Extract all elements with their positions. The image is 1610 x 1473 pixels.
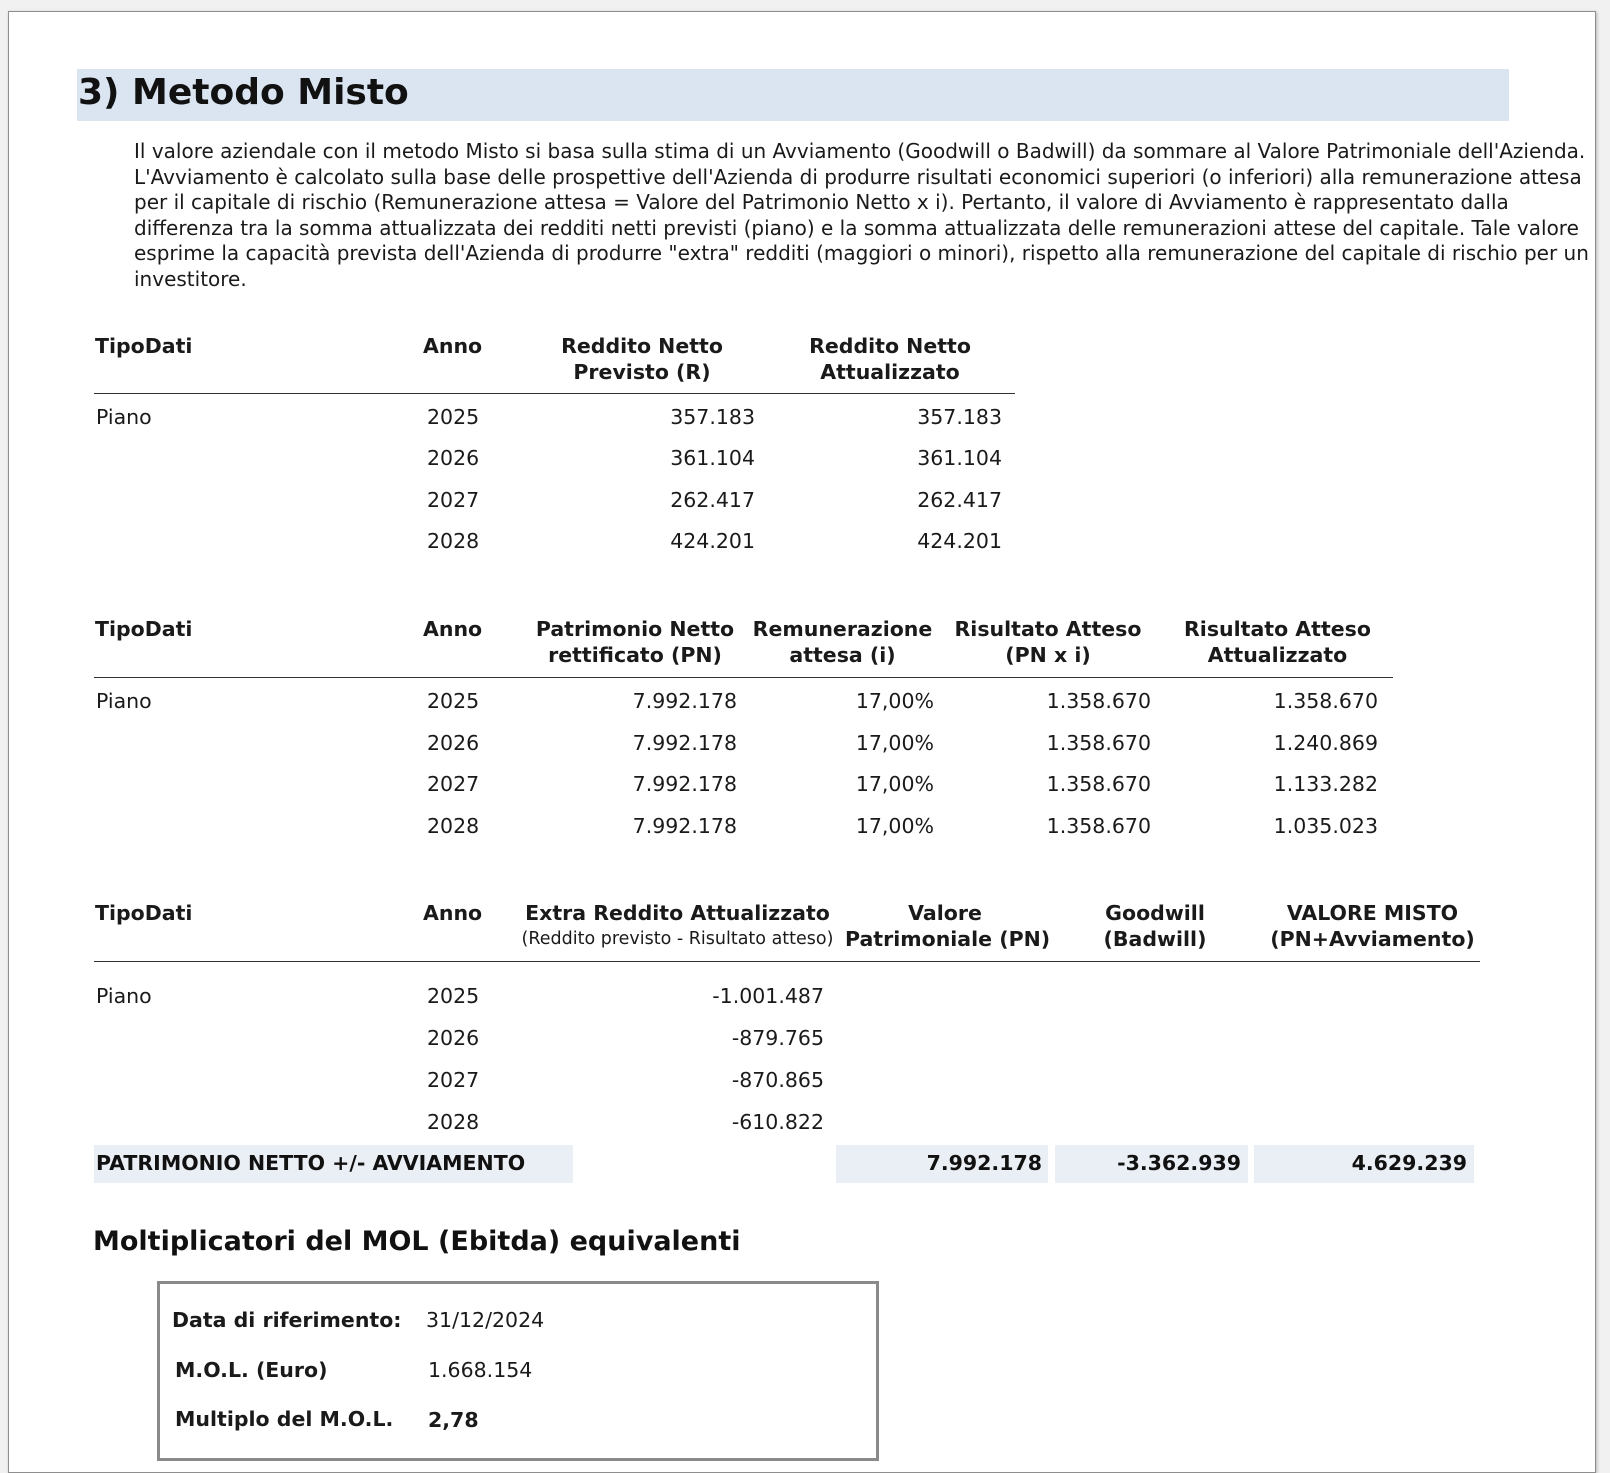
table-cell-reddito: 361.104 xyxy=(670,446,755,470)
table-cell-extra: -1.001.487 xyxy=(712,984,824,1008)
table-cell-attualizzato: 424.201 xyxy=(917,529,1002,553)
table-cell-rem: 17,00% xyxy=(855,814,934,838)
total-row-label: PATRIMONIO NETTO +/- AVVIAMENTO xyxy=(96,1151,526,1175)
mol-section-title: Moltiplicatori del MOL (Ebitda) equivalenti xyxy=(93,1226,741,1257)
multiplo-value: 2,78 xyxy=(428,1408,479,1432)
table-cell-anno: 2028 xyxy=(427,814,480,838)
table-cell-anno: 2025 xyxy=(427,405,480,429)
table-cell-rem: 17,00% xyxy=(855,772,934,796)
tipo-cell: Piano xyxy=(96,689,152,713)
table-cell-rem: 17,00% xyxy=(855,731,934,755)
header-divider xyxy=(94,961,1480,962)
table-cell-risatt: 1.358.670 xyxy=(1273,689,1378,713)
table-cell-ris: 1.358.670 xyxy=(1046,814,1151,838)
col-header-remunerazione: Remunerazione attesa (i) xyxy=(752,617,933,667)
table-cell-risatt: 1.035.023 xyxy=(1273,814,1378,838)
col-header-valore-misto: VALORE MISTO (PN+Avviamento) xyxy=(1270,901,1475,951)
table-cell-anno: 2025 xyxy=(427,984,480,1008)
table-cell-reddito: 357.183 xyxy=(670,405,755,429)
table-cell-attualizzato: 357.183 xyxy=(917,405,1002,429)
total-valore-misto: 4.629.239 xyxy=(1351,1151,1467,1175)
col-header-anno: Anno xyxy=(423,334,483,358)
header-divider xyxy=(94,393,1015,394)
col-header-tipodati: TipoDati xyxy=(95,901,193,925)
table-cell-ris: 1.358.670 xyxy=(1046,772,1151,796)
table-cell-pn: 7.992.178 xyxy=(632,772,737,796)
table-cell-pn: 7.992.178 xyxy=(632,814,737,838)
col-header-anno: Anno xyxy=(423,901,483,925)
table-cell-anno: 2028 xyxy=(427,1110,480,1134)
table-cell-anno: 2026 xyxy=(427,731,480,755)
table-cell-ris: 1.358.670 xyxy=(1046,689,1151,713)
col-header-tipodati: TipoDati xyxy=(95,334,193,358)
col-header-tipodati: TipoDati xyxy=(95,617,193,641)
total-valore-patrimoniale: 7.992.178 xyxy=(926,1151,1042,1175)
table-cell-extra: -870.865 xyxy=(731,1068,824,1092)
intro-line: differenza tra la somma attualizzata dei redditi netti previsti (piano) e la somma attualizzata delle remunerazioni attese del capitale. Tale valore xyxy=(134,215,1579,240)
data-riferimento-value: 31/12/2024 xyxy=(426,1308,545,1332)
col-header-reddito-previsto: Reddito Netto Previsto (R) xyxy=(561,334,723,384)
table-cell-risatt: 1.133.282 xyxy=(1273,772,1378,796)
intro-line: per il capitale di rischio (Remunerazione attesa = Valore del Patrimonio Netto x i). Pertanto, il valore di Avviamento è rappresentato dalla xyxy=(134,190,1509,214)
table-cell-anno: 2027 xyxy=(427,1068,480,1092)
table-cell-pn: 7.992.178 xyxy=(632,731,737,755)
table-cell-anno: 2025 xyxy=(427,689,480,713)
intro-line: Il valore aziendale con il metodo Misto si basa sulla stima di un Avviamento (Goodwill o Badwill) da sommare al Valore Patrimoniale dell'Azienda. xyxy=(134,139,1586,163)
table-cell-anno: 2028 xyxy=(427,529,480,553)
intro-line: esprime la capacità prevista dell'Azienda di produrre "extra" redditi (maggiori o minori), rispetto alla remunerazione del capitale di rischio per un xyxy=(134,241,1589,265)
table-cell-extra: -610.822 xyxy=(731,1110,824,1134)
table-cell-pn: 7.992.178 xyxy=(632,689,737,713)
col-header-risultato-atteso: Risultato Atteso (PN x i) xyxy=(954,617,1142,667)
mol-label: M.O.L. (Euro) xyxy=(175,1358,328,1382)
intro-line: investitore. xyxy=(134,266,247,291)
table-cell-rem: 17,00% xyxy=(855,689,934,713)
table-cell-anno: 2027 xyxy=(427,772,480,796)
multiplo-label: Multiplo del M.O.L. xyxy=(175,1407,394,1431)
col-header-patrimonio-netto: Patrimonio Netto rettificato (PN) xyxy=(535,617,735,667)
table-cell-anno: 2026 xyxy=(427,446,480,470)
intro-line: L'Avviamento è calcolato sulla base delle prospettive dell'Azienda di produrre risultati economici superiori (o inferiori) alla remunerazione attesa xyxy=(134,164,1582,189)
mol-value: 1.668.154 xyxy=(428,1358,533,1382)
table-cell-extra: -879.765 xyxy=(731,1026,824,1050)
table-cell-risatt: 1.240.869 xyxy=(1273,731,1378,755)
col-header-goodwill: Goodwill (Badwill) xyxy=(1103,901,1207,951)
mol-box xyxy=(157,1281,879,1461)
tipo-cell: Piano xyxy=(96,405,152,429)
table-cell-attualizzato: 262.417 xyxy=(917,488,1002,512)
col-header-anno: Anno xyxy=(423,617,483,641)
table-cell-reddito: 262.417 xyxy=(670,488,755,512)
col-header-valore-patrimoniale: Valore Patrimoniale (PN) xyxy=(845,901,1051,951)
section-title: 3) Metodo Misto xyxy=(78,72,409,113)
table-cell-ris: 1.358.670 xyxy=(1046,731,1151,755)
table-cell-attualizzato: 361.104 xyxy=(917,446,1002,470)
table-cell-anno: 2026 xyxy=(427,1026,480,1050)
table-cell-reddito: 424.201 xyxy=(670,529,755,553)
tipo-cell: Piano xyxy=(96,984,152,1008)
col-header-extra-reddito: Extra Reddito Attualizzato (Reddito previsto - Risultato atteso) xyxy=(521,901,834,949)
table-cell-anno: 2027 xyxy=(427,488,480,512)
data-riferimento-label: Data di riferimento: xyxy=(172,1308,402,1332)
header-divider xyxy=(94,677,1393,678)
col-header-reddito-attualizzato: Reddito Netto Attualizzato xyxy=(809,334,971,384)
col-header-risultato-attualizzato: Risultato Atteso Attualizzato xyxy=(1184,617,1371,667)
total-goodwill: -3.362.939 xyxy=(1117,1151,1241,1175)
